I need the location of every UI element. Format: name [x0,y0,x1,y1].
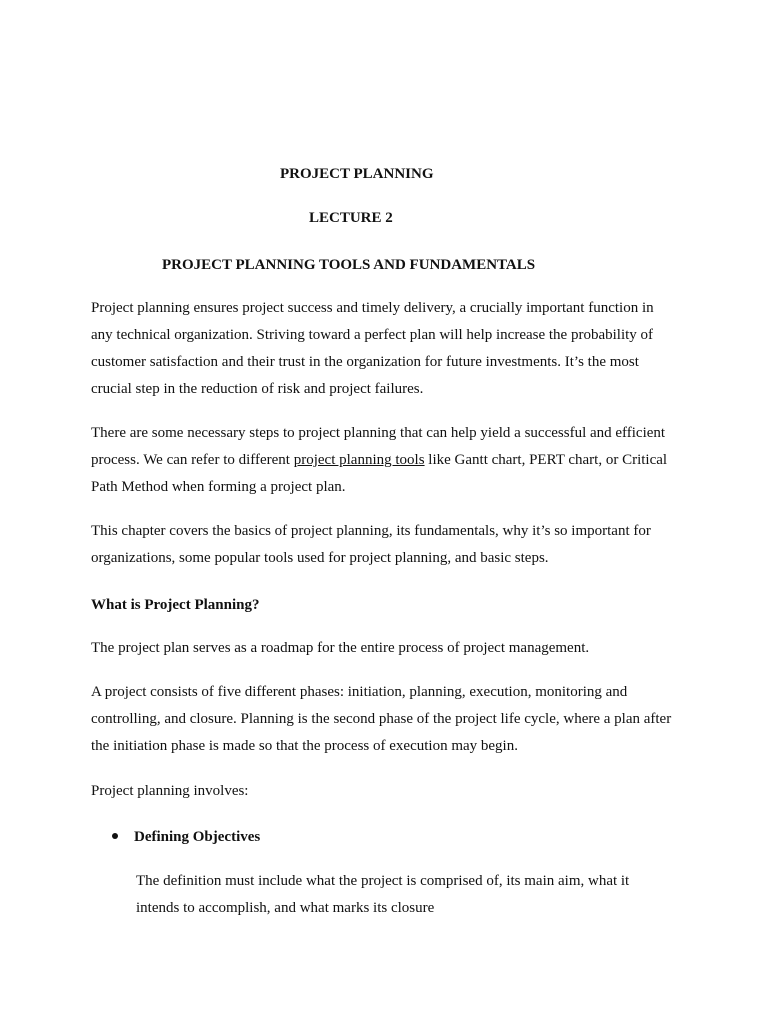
paragraph-line: customer satisfaction and their trust in the organization for future investments. It’s the most [91,354,639,370]
lecture-number: LECTURE 2 [309,210,393,226]
steps-paragraph [91,420,691,501]
paragraph-line: The project plan serves as a roadmap for the entire process of project management. [91,640,590,656]
paragraph-line: crucial step in the reduction of risk and project failures. [91,381,424,397]
paragraph-line: the initiation phase is made so that the process of execution may begin. [91,738,518,754]
paragraph-line: controlling, and closure. Planning is the second phase of the project life cycle, where a plan after [91,711,672,727]
paragraph-line: Project planning involves: [91,783,249,799]
paragraph-line: any technical organization. Striving toward a perfect plan will help increase the probability of [91,327,654,343]
text-fragment: like Gantt chart, PERT chart, or Critical [424,452,668,468]
project-planning-tools-link[interactable]: project planning tools [293,452,425,468]
intro-paragraph [91,295,691,403]
phases-paragraph [91,679,691,760]
paragraph-line [91,447,691,474]
paragraph-line: The definition must include what the project is comprised of, its main aim, what it [136,873,630,889]
text-fragment: process. We can refer to different [91,452,294,468]
paragraph-line: There are some necessary steps to project planning that can help yield a successful and efficient [91,425,666,441]
involves-paragraph [91,778,691,805]
paragraph-line: intends to accomplish, and what marks its closure [136,900,435,916]
roadmap-paragraph [91,635,691,662]
paragraph-line: Project planning ensures project success and timely delivery, a crucially important function in [91,300,654,316]
bullet-description [136,868,696,922]
bullet-label: Defining Objectives [134,829,261,845]
paragraph-line: A project consists of five different phases: initiation, planning, execution, monitoring and [91,684,628,700]
paragraph-line: Path Method when forming a project plan. [91,479,346,495]
chapter-overview-paragraph [91,518,691,572]
paragraph-line: organizations, some popular tools used for project planning, and basic steps. [91,550,549,566]
bullet-list-item [112,828,260,846]
bullet-icon [112,833,118,839]
document-subtitle: PROJECT PLANNING TOOLS AND FUNDAMENTALS [162,257,536,273]
document-title: PROJECT PLANNING [280,166,434,182]
paragraph-line: This chapter covers the basics of project planning, its fundamentals, why it’s so important for [91,523,651,539]
section-heading: What is Project Planning? [91,597,260,613]
